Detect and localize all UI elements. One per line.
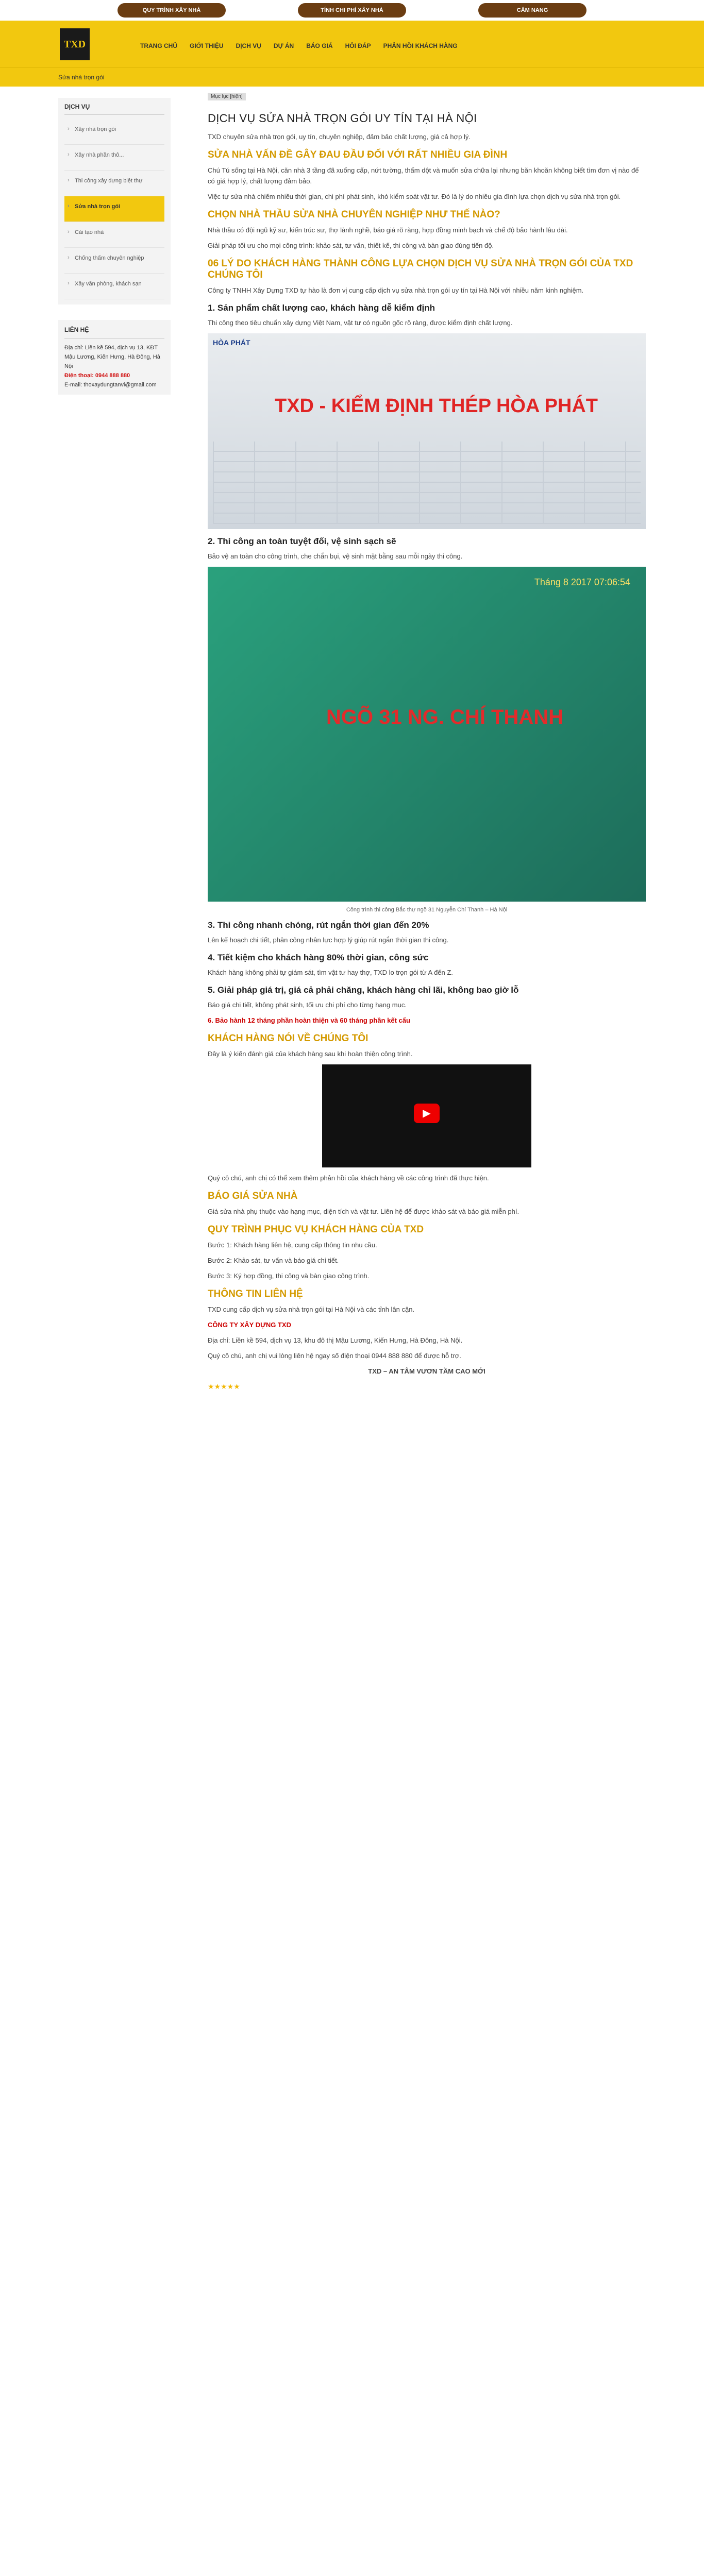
paragraph: Công ty TNHH Xây Dựng TXD tự hào là đơn vị cung cấp dịch vụ sửa nhà trọn gói uy tín tại Hà Nội với nhiều năm kinh nghiệm. (208, 286, 584, 294)
certificate-watermark: TXD - KIỂM ĐỊNH THÉP HÒA PHÁT (275, 395, 598, 417)
slogan: TXD – AN TÂM VƯƠN TẦM CAO MỚI (368, 1367, 485, 1375)
certificate-brand: HÒA PHÁT (213, 338, 250, 347)
header (0, 21, 704, 67)
paragraph: Báo giá chi tiết, không phát sinh, tối ưu chi phí cho từng hạng mục. (208, 1001, 407, 1009)
nav-dich-vu[interactable]: DỊCH VỤ (236, 42, 261, 49)
reason-5-title: 5. Giải pháp giá trị, giá cả phải chăng, khách hàng chỉ lãi, không bao giờ lỗ (208, 985, 519, 995)
paragraph: Thi công theo tiêu chuẩn xây dựng Việt Nam, vật tư có nguồn gốc rõ ràng, được kiểm định chất lượng. (208, 319, 513, 327)
section-title-lien-he: THÔNG TIN LIÊN HỆ (208, 1289, 303, 1299)
step-3: Bước 3: Ký hợp đồng, thi công và bàn giao công trình. (208, 1272, 370, 1280)
reason-4-title: 4. Tiết kiệm cho khách hàng 80% thời gian, công sức (208, 953, 429, 962)
top-strip (0, 0, 704, 21)
reason-1-title: 1. Sản phẩm chất lượng cao, khách hàng dễ kiểm định (208, 303, 435, 313)
reason-2-title: 2. Thi công an toàn tuyệt đối, vệ sinh sạch sẽ (208, 536, 396, 546)
construction-site-image (208, 567, 646, 902)
sidebar-item-sua-nha[interactable]: › Sửa nhà trọn gói (64, 196, 164, 222)
paragraph: Lên kế hoạch chi tiết, phân công nhân lực hợp lý giúp rút ngắn thời gian thi công. (208, 936, 449, 944)
toc-toggle[interactable]: Mục lục [hiện] (208, 93, 246, 100)
section-title-1: SỬA NHÀ VẤN ĐỀ GÂY ĐAU ĐẦU ĐỐI VỚI RẤT NHIỀU GIA ĐÌNH (208, 149, 508, 160)
paragraph: Nhà thầu có đội ngũ kỹ sư, kiến trúc sư, thợ lành nghề, báo giá rõ ràng, hợp đồng minh bạch và chế độ bảo hành lâu dài. (208, 226, 568, 234)
sidebar (58, 98, 171, 395)
section-title-2: CHỌN NHÀ THẦU SỬA NHÀ CHUYÊN NGHIỆP NHƯ THẾ NÀO? (208, 209, 500, 220)
company-address: Địa chỉ: Liền kề 594, dịch vụ 13, khu đô thị Mậu Lương, Kiến Hưng, Hà Đông, Hà Nội. (208, 1336, 463, 1344)
company-phone: Quý cô chú, anh chị vui lòng liên hệ ngay số điện thoại 0944 888 880 để được hỗ trợ. (208, 1352, 461, 1360)
sidebar-item-biet-thu[interactable]: › Thi công xây dựng biệt thự (64, 171, 164, 196)
paragraph: Quý cô chú, anh chị có thể xem thêm phản hồi của khách hàng về các công trình đã thực hiện. (208, 1174, 489, 1182)
sidebar-contact (58, 320, 171, 395)
step-2: Bước 2: Khảo sát, tư vấn và báo giá chi tiết. (208, 1257, 339, 1264)
step-1: Bước 1: Khách hàng liên hệ, cung cấp thông tin nhu cầu. (208, 1241, 377, 1249)
section-title-3: 06 LÝ DO KHÁCH HÀNG THÀNH CÔNG LỰA CHỌN DỊCH VỤ SỬA NHÀ TRỌN GÓI CỦA TXD CHÚNG TÔI (208, 258, 633, 280)
paragraph: Bảo vệ an toàn cho công trình, che chắn bụi, vệ sinh mặt bằng sau mỗi ngày thi công. (208, 552, 463, 560)
photo-date: Tháng 8 2017 07:06:54 (534, 577, 630, 587)
intro-text: TXD chuyên sửa nhà trọn gói, uy tín, chuyên nghiệp, đảm bảo chất lượng, giá cả hợp lý. (208, 133, 471, 141)
section-title-testimonial: KHÁCH HÀNG NÓI VỀ CHÚNG TÔI (208, 1033, 368, 1044)
paragraph: Khách hàng không phải tự giám sát, tìm vật tư hay thợ, TXD lo trọn gói từ A đến Z. (208, 969, 453, 976)
breadcrumb: Sửa nhà trọn gói (0, 67, 704, 87)
top-button-cam-nang[interactable]: CẨM NANG (478, 3, 586, 18)
image-caption: Công trình thi công Bắc thự ngõ 31 Nguyễn Chí Thanh – Hà Nội (346, 907, 508, 913)
paragraph: Đây là ý kiến đánh giá của khách hàng sau khi hoàn thiện công trình. (208, 1050, 413, 1058)
page-title: DỊCH VỤ SỬA NHÀ TRỌN GÓI UY TÍN TẠI HÀ NỘI (208, 112, 477, 125)
paragraph: Việc tự sửa nhà chiếm nhiều thời gian, chi phí phát sinh, khó kiểm soát vật tư. Đó là lý do nhiều gia đình lựa chọn dịch vụ sửa nhà trọn gói. (208, 193, 621, 200)
main-nav (140, 42, 458, 49)
reason-6-text: 6. Bảo hành 12 tháng phần hoàn thiện và 60 tháng phần kết cấu (208, 1016, 410, 1024)
sidebar-item-xay-nha-tron-goi[interactable]: › Xây nhà trọn gói (64, 119, 164, 145)
rating-stars[interactable]: ★★★★★ (208, 1382, 240, 1391)
sidebar-item-cai-tao[interactable]: › Cải tạo nhà (64, 222, 164, 248)
nav-gioi-thieu[interactable]: GIỚI THIỆU (190, 42, 224, 49)
certificate-image (208, 333, 646, 529)
nav-trang-chu[interactable]: TRANG CHỦ (140, 42, 177, 49)
company-name: CÔNG TY XÂY DỰNG TXD (208, 1321, 291, 1329)
sidebar-heading: DỊCH VỤ (64, 103, 164, 115)
testimonial-video[interactable] (322, 1064, 531, 1167)
reason-3-title: 3. Thi công nhanh chóng, rút ngắn thời gian đến 20% (208, 920, 429, 930)
paragraph: TXD cung cấp dịch vụ sửa nhà trọn gói tại Hà Nội và các tỉnh lân cận. (208, 1306, 415, 1313)
paragraph: Giải pháp tối ưu cho mọi công trình: khảo sát, tư vấn, thiết kế, thi công và bàn giao đúng tiến độ. (208, 242, 494, 249)
logo[interactable]: TXD (58, 27, 91, 62)
sidebar-item-van-phong[interactable]: › Xây văn phòng, khách sạn (64, 274, 164, 299)
photo-watermark: NGÕ 31 NG. CHÍ THANH (326, 706, 564, 728)
play-icon[interactable]: ▶ (414, 1104, 440, 1123)
section-title-bao-gia: BÁO GIÁ SỬA NHÀ (208, 1191, 298, 1201)
main-content (208, 92, 646, 1397)
paragraph: Giá sửa nhà phụ thuộc vào hạng mục, diện tích và vật tư. Liên hệ để được khảo sát và báo giá miễn phí. (208, 1208, 519, 1215)
contact-hotline[interactable]: Điện thoại: 0944 888 880 (64, 372, 130, 379)
top-button-tinh-chi-phi[interactable]: TÍNH CHI PHÍ XÂY NHÀ (298, 3, 406, 18)
contact-email[interactable]: E-mail: thoxaydungtanvi@gmail.com (64, 382, 157, 388)
section-title-quy-trinh: QUY TRÌNH PHỤC VỤ KHÁCH HÀNG CỦA TXD (208, 1224, 424, 1235)
nav-hoi-dap[interactable]: HỎI ĐÁP (345, 42, 371, 49)
nav-phan-hoi[interactable]: PHẢN HỒI KHÁCH HÀNG (383, 42, 458, 49)
nav-bao-gia[interactable]: BÁO GIÁ (306, 42, 333, 49)
nav-du-an[interactable]: DỰ ÁN (273, 42, 294, 49)
sidebar-item-chong-tham[interactable]: › Chống thấm chuyên nghiệp (64, 248, 164, 274)
top-button-quy-trinh[interactable]: QUY TRÌNH XÂY NHÀ (118, 3, 226, 18)
sidebar-item-xay-nha-phan-tho[interactable]: › Xây nhà phần thô... (64, 145, 164, 171)
contact-address: Địa chỉ: Liền kề 594, dịch vụ 13, KĐT Mậu Lương, Kiến Hưng, Hà Đông, Hà Nội (64, 345, 160, 369)
contact-heading: LIÊN HỆ (64, 325, 164, 339)
paragraph: Chú Tú sống tại Hà Nội, căn nhà 3 tầng đã xuống cấp, nứt tường, thấm dột và muốn sửa chữa lại nhưng băn khoăn không biết tìm đơn vị nào để có giá hợp lý, chất lượng đảm bảo. (208, 166, 639, 185)
